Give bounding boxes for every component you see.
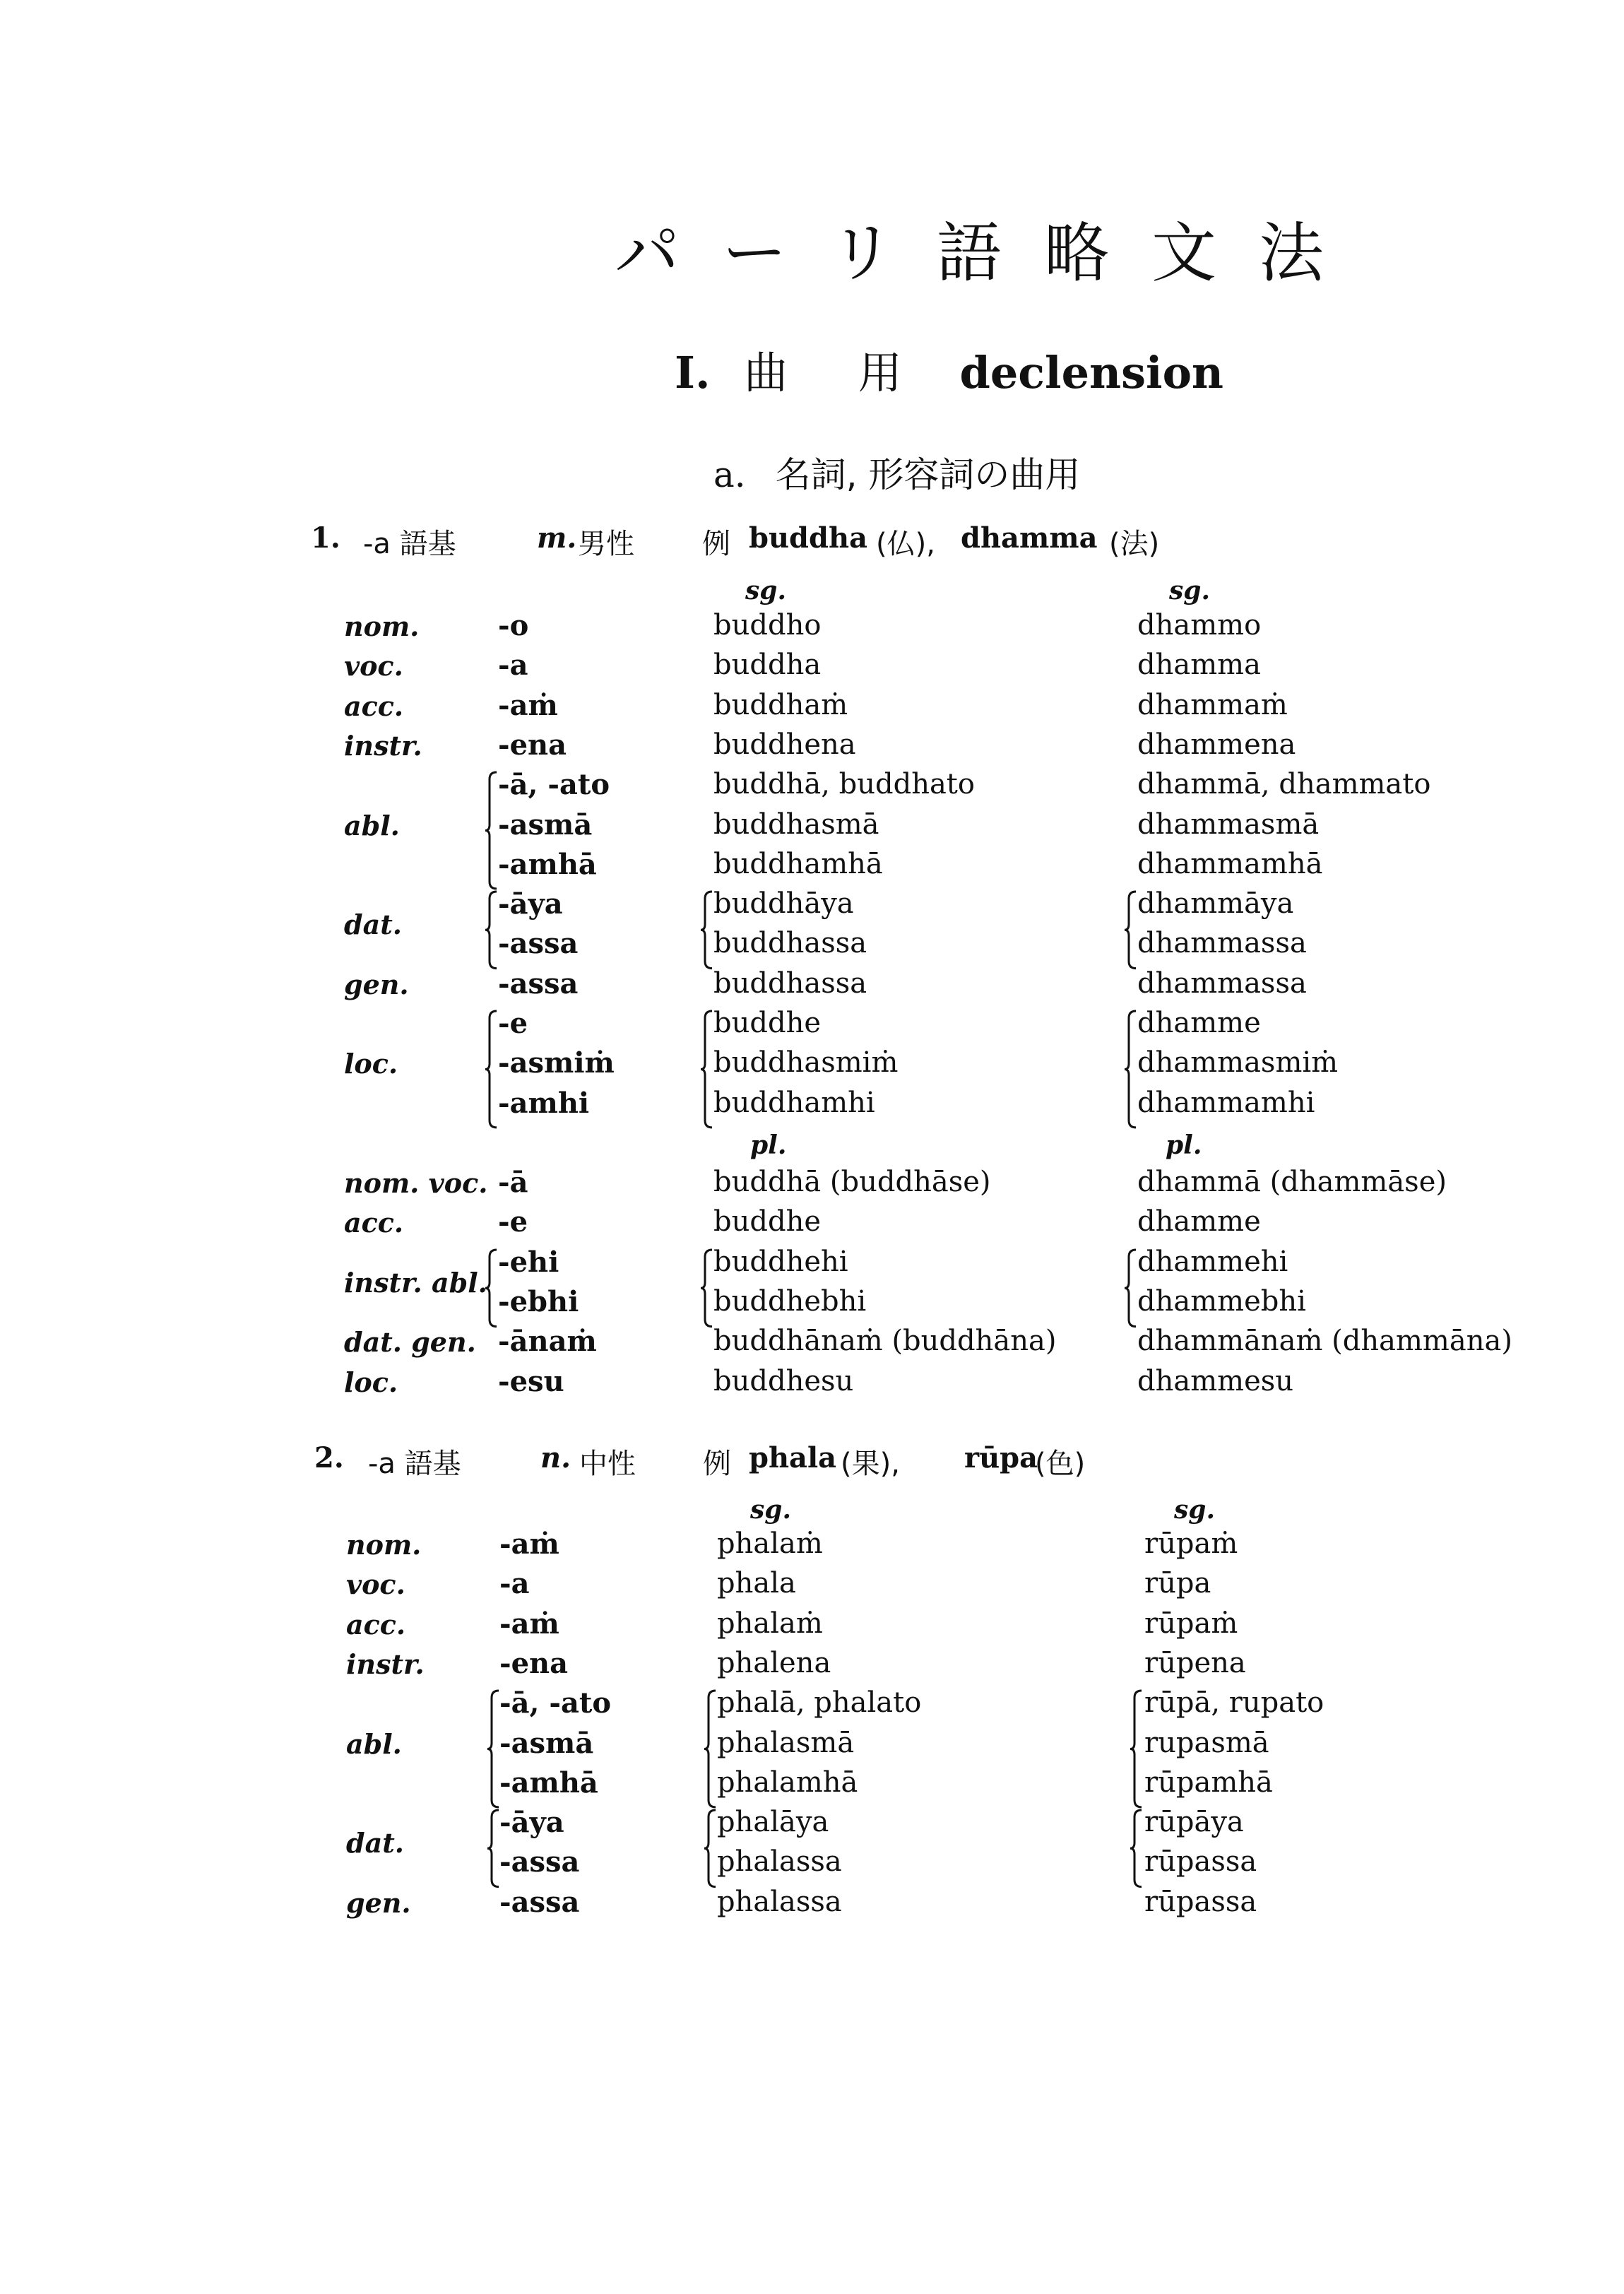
g2rows-row-8-form1: phalassa (717, 1845, 842, 1879)
g2rows-row-4-suffix: -ā, -ato (499, 1686, 612, 1720)
g1rows-brace-1-1 (699, 890, 715, 970)
g1rows-row-9-case: gen. (344, 968, 409, 1000)
g1pl-row-1-form1: buddhe (713, 1205, 822, 1238)
subsection-title: 名詞, 形容詞の曲用 (775, 454, 1081, 495)
g1rows-row-6-form2: dhammamhā (1137, 847, 1323, 880)
g1pl-row-1-case: acc. (344, 1207, 404, 1239)
g1rows-row-5-form2: dhammasmā (1137, 808, 1320, 841)
g1pl-row-0-form2: dhammā (dhammāse) (1137, 1166, 1447, 1198)
g1rows-row-7-form2: dhammāya (1137, 887, 1294, 921)
section-heading (675, 338, 1223, 401)
g2rows-row-2-form1: phalaṁ (717, 1607, 823, 1640)
g1rows-brace-2-2 (1123, 1010, 1139, 1129)
g1rows-row-0-form2: dhammo (1137, 609, 1262, 642)
section-title-cjk: 曲 用 (744, 347, 930, 398)
g1rows-row-9-form1: buddhassa (713, 966, 867, 1000)
g1rows-row-2-form2: dhammaṁ (1137, 688, 1288, 721)
g2rows-row-0-suffix: -aṁ (499, 1527, 559, 1561)
g1rows-row-1-form1: buddha (713, 649, 822, 682)
g2rows-brace-1-2 (1129, 1809, 1144, 1888)
g2rows-row-7-case: dat. (346, 1827, 404, 1860)
group2-example2: rūpa (964, 1441, 1038, 1474)
g1pl-row-2-suffix: -ehi (498, 1245, 559, 1279)
g1pl-row-3-form2: dhammebhi (1137, 1284, 1306, 1318)
g1rows-row-7-case: dat. (344, 909, 402, 941)
group2-number: 2. (314, 1441, 344, 1474)
g2rows-row-3-suffix: -ena (499, 1646, 569, 1680)
g1rows-row-3-form1: buddhena (713, 728, 856, 761)
g2rows-row-2-case: acc. (346, 1608, 406, 1640)
g1rows-row-7-suffix: -āya (498, 887, 563, 921)
g2rows-row-5-suffix: -asmā (499, 1726, 594, 1760)
g1pl-row-4-form2: dhammānaṁ (dhammāna) (1137, 1325, 1512, 1358)
g1rows-row-6-suffix: -amhā (498, 847, 597, 881)
g2rows-row-3-form1: phalena (717, 1646, 831, 1679)
g1rows-row-11-form2: dhammasmiṁ (1137, 1046, 1339, 1080)
g1pl-row-5-suffix: -esu (498, 1364, 564, 1398)
g1rows-row-0-case: nom. (344, 610, 420, 642)
g2rows-row-3-form2: rūpena (1144, 1646, 1246, 1679)
g1rows-row-5-case: abl. (344, 809, 400, 841)
g2rows-row-5-form2: rupasmā (1144, 1726, 1269, 1759)
g2rows-row-7-suffix: -āya (499, 1806, 564, 1840)
g1rows-row-12-form1: buddhamhi (713, 1086, 875, 1119)
g1rows-row-12-suffix: -amhi (498, 1086, 590, 1120)
group1-example2: dhamma (961, 521, 1098, 555)
subsection-label: a. (713, 454, 746, 495)
g1pl-brace-0-0 (484, 1248, 499, 1328)
group2-example1: phala (749, 1441, 837, 1474)
group2-header (314, 1441, 1586, 1480)
g1pl-brace-0-2 (1123, 1248, 1139, 1328)
g1pl-row-4-form1: buddhānaṁ (buddhāna) (713, 1325, 1057, 1358)
g1rows-row-2-suffix: -aṁ (498, 688, 558, 722)
g1rows-row-0-suffix: -o (498, 609, 529, 642)
g1pl-row-1-form2: dhamme (1137, 1205, 1261, 1238)
g1rows-row-3-case: instr. (344, 729, 422, 762)
g2rows-brace-0-1 (703, 1689, 718, 1809)
g1rows-row-8-form2: dhammassa (1137, 927, 1307, 960)
g2rows-brace-0-2 (1129, 1689, 1144, 1809)
g1pl-row-5-form1: buddhesu (713, 1364, 854, 1397)
g2rows-row-1-form2: rūpa (1144, 1567, 1211, 1600)
g2rows-row-7-form1: phalāya (717, 1806, 829, 1839)
g1rows-row-9-suffix: -assa (498, 966, 579, 1000)
g2rows-row-1-form1: phala (717, 1567, 796, 1600)
g1rows-row-9-form2: dhammassa (1137, 966, 1307, 1000)
g1rows-brace-1-2 (1123, 890, 1139, 970)
group1-pl-label-2: pl. (1166, 1130, 1202, 1160)
group2-example1-gloss: (果), (841, 1448, 900, 1480)
group1-example1: buddha (749, 521, 867, 555)
g1pl-row-5-form2: dhammesu (1137, 1364, 1294, 1397)
g2rows-row-1-case: voc. (346, 1568, 405, 1601)
g2rows-row-2-suffix: -aṁ (499, 1607, 559, 1640)
group1-header (311, 521, 1582, 560)
g1rows-row-8-form1: buddhassa (713, 927, 867, 960)
g2rows-row-4-form1: phalā, phalato (717, 1686, 922, 1720)
group2-sg-label-1: sg. (750, 1495, 791, 1525)
g2rows-row-3-case: instr. (346, 1648, 425, 1680)
g1rows-row-1-form2: dhamma (1137, 649, 1261, 682)
g1rows-row-4-suffix: -ā, -ato (498, 768, 610, 802)
g1rows-row-5-form1: buddhasmā (713, 808, 879, 841)
g2rows-row-8-suffix: -assa (499, 1845, 580, 1879)
g2rows-brace-0-0 (486, 1689, 502, 1809)
g1rows-row-3-suffix: -ena (498, 728, 567, 762)
g2rows-row-9-form2: rūpassa (1144, 1885, 1257, 1918)
g2rows-row-0-case: nom. (346, 1529, 422, 1561)
group2-example2-gloss: (色) (1035, 1448, 1086, 1480)
g1rows-brace-2-0 (484, 1010, 499, 1129)
g1rows-row-6-form1: buddhamhā (713, 847, 883, 880)
g1rows-row-11-case: loc. (344, 1048, 398, 1080)
group1-stem: -a 語基 (363, 528, 456, 560)
g1rows-row-11-suffix: -asmiṁ (498, 1046, 615, 1080)
g2rows-row-5-form1: phalasmā (717, 1726, 855, 1759)
section-title-en: declension (959, 347, 1224, 398)
g2rows-row-1-suffix: -a (499, 1567, 530, 1601)
g2rows-brace-1-0 (486, 1809, 502, 1888)
g1rows-row-4-form1: buddhā, buddhato (713, 768, 975, 801)
g1rows-row-8-suffix: -assa (498, 927, 579, 961)
g1rows-row-1-suffix: -a (498, 649, 528, 682)
g1rows-row-4-form2: dhammā, dhammato (1137, 768, 1431, 801)
g2rows-row-9-case: gen. (346, 1886, 411, 1919)
group2-sg-label-2: sg. (1174, 1495, 1215, 1525)
g1pl-row-0-suffix: -ā (498, 1166, 528, 1199)
g1pl-row-0-case: nom. voc. (344, 1167, 488, 1199)
g1pl-row-3-case: instr. abl. (344, 1266, 487, 1299)
group1-sg-label-1: sg. (745, 576, 786, 605)
group1-example-label: 例 (702, 528, 730, 560)
g1rows-brace-1-0 (484, 890, 499, 970)
g1pl-row-1-suffix: -e (498, 1205, 528, 1239)
group1-number: 1. (311, 521, 340, 555)
page-title: パーリ語略文法 (615, 215, 1367, 291)
group1-example2-gloss: (法) (1109, 528, 1160, 560)
g1rows-row-12-form2: dhammamhi (1137, 1086, 1315, 1119)
g2rows-row-7-form2: rūpāya (1144, 1806, 1244, 1839)
g2rows-row-8-form2: rūpassa (1144, 1845, 1257, 1879)
g1pl-row-0-form1: buddhā (buddhāse) (713, 1166, 991, 1198)
g1rows-row-5-suffix: -asmā (498, 808, 593, 841)
g1rows-row-2-form1: buddhaṁ (713, 688, 848, 721)
g2rows-row-9-suffix: -assa (499, 1885, 580, 1919)
group1-gender: 男性 (578, 528, 634, 560)
group2-stem: -a 語基 (368, 1448, 461, 1480)
g1pl-row-2-form2: dhammehi (1137, 1245, 1288, 1278)
g1pl-row-5-case: loc. (344, 1366, 398, 1398)
subsection-heading (713, 447, 1080, 497)
g1rows-row-7-form1: buddhāya (713, 887, 854, 921)
g1rows-brace-2-1 (699, 1010, 715, 1129)
g2rows-row-6-suffix: -amhā (499, 1766, 598, 1799)
g2rows-row-4-form2: rūpā, rupato (1144, 1686, 1324, 1720)
g1rows-brace-0-0 (484, 771, 499, 890)
group2-example-label: 例 (703, 1448, 731, 1480)
g2rows-row-6-form1: phalamhā (717, 1766, 858, 1799)
g1pl-row-4-suffix: -ānaṁ (498, 1325, 597, 1359)
group1-gender-abbr: m. (537, 521, 577, 555)
g1rows-row-11-form1: buddhasmiṁ (713, 1046, 899, 1080)
group1-example1-gloss: (仏), (876, 528, 935, 560)
g2rows-row-9-form1: phalassa (717, 1885, 842, 1918)
g1pl-row-3-form1: buddhebhi (713, 1284, 867, 1318)
g1rows-row-10-form1: buddhe (713, 1007, 822, 1039)
group2-gender: 中性 (579, 1448, 636, 1480)
g1pl-row-2-form1: buddhehi (713, 1245, 848, 1278)
group1-sg-label-2: sg. (1169, 576, 1210, 605)
g2rows-row-0-form1: phalaṁ (717, 1527, 823, 1560)
section-number: I. (675, 347, 711, 398)
g1rows-row-3-form2: dhammena (1137, 728, 1296, 761)
g1rows-row-10-suffix: -e (498, 1007, 528, 1040)
g1pl-row-4-case: dat. gen. (344, 1326, 476, 1359)
g2rows-row-5-case: abl. (346, 1727, 402, 1760)
g1pl-row-3-suffix: -ebhi (498, 1284, 579, 1318)
g1rows-row-0-form1: buddho (713, 609, 822, 642)
g1rows-row-10-form2: dhamme (1137, 1007, 1261, 1039)
group2-gender-abbr: n. (540, 1441, 571, 1474)
g2rows-row-2-form2: rūpaṁ (1144, 1607, 1238, 1640)
g1pl-brace-0-1 (699, 1248, 715, 1328)
g1rows-row-2-case: acc. (344, 690, 404, 722)
g1rows-row-1-case: voc. (344, 650, 403, 682)
g2rows-brace-1-1 (703, 1809, 718, 1888)
group1-pl-label-1: pl. (750, 1130, 787, 1160)
g2rows-row-6-form2: rūpamhā (1144, 1766, 1273, 1799)
g2rows-row-0-form2: rūpaṁ (1144, 1527, 1238, 1560)
